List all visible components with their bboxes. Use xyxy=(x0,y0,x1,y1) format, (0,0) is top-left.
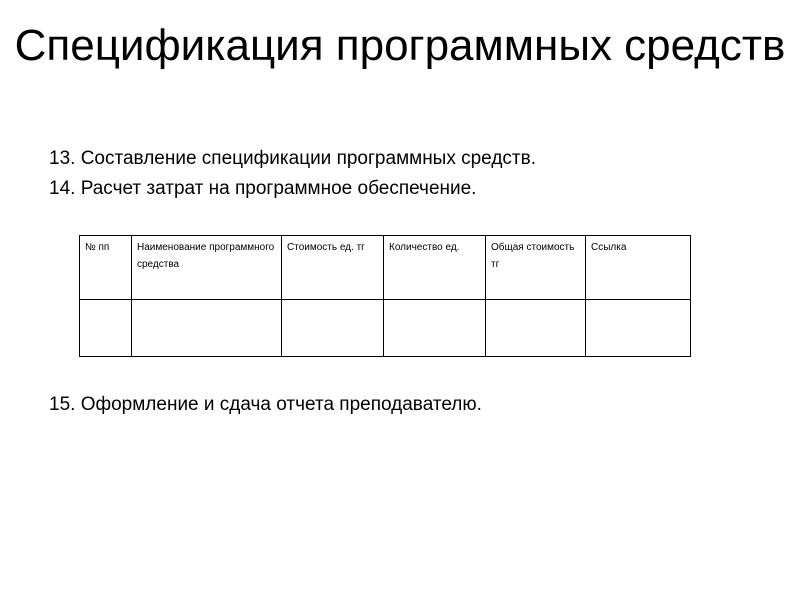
table-header-row xyxy=(80,236,691,300)
column-header-quantity: Количество ед. xyxy=(384,236,486,300)
column-header-total-cost: Общая стоимость тг xyxy=(486,236,586,300)
table-cell xyxy=(384,300,486,357)
specification-table xyxy=(79,235,691,357)
table-cell xyxy=(586,300,691,357)
column-header-unit-cost: Стоимость ед. тг xyxy=(282,236,384,300)
list-item: 14. Расчет затрат на программное обеспечение. xyxy=(49,178,477,199)
task-list-bottom xyxy=(49,390,482,420)
slide-title: Спецификация программных средств xyxy=(14,21,786,70)
list-item: 13. Составление спецификации программных средств. xyxy=(49,148,536,169)
table-row xyxy=(80,300,691,357)
table-cell xyxy=(486,300,586,357)
list-item: 15. Оформление и сдача отчета преподавателю. xyxy=(49,394,482,415)
column-header-name: Наименование программного средства xyxy=(132,236,282,300)
task-list-top xyxy=(49,144,536,204)
table-cell xyxy=(282,300,384,357)
table-cell xyxy=(132,300,282,357)
column-header-number: № пп xyxy=(80,236,132,300)
column-header-link: Ссылка xyxy=(586,236,691,300)
table-cell xyxy=(80,300,132,357)
